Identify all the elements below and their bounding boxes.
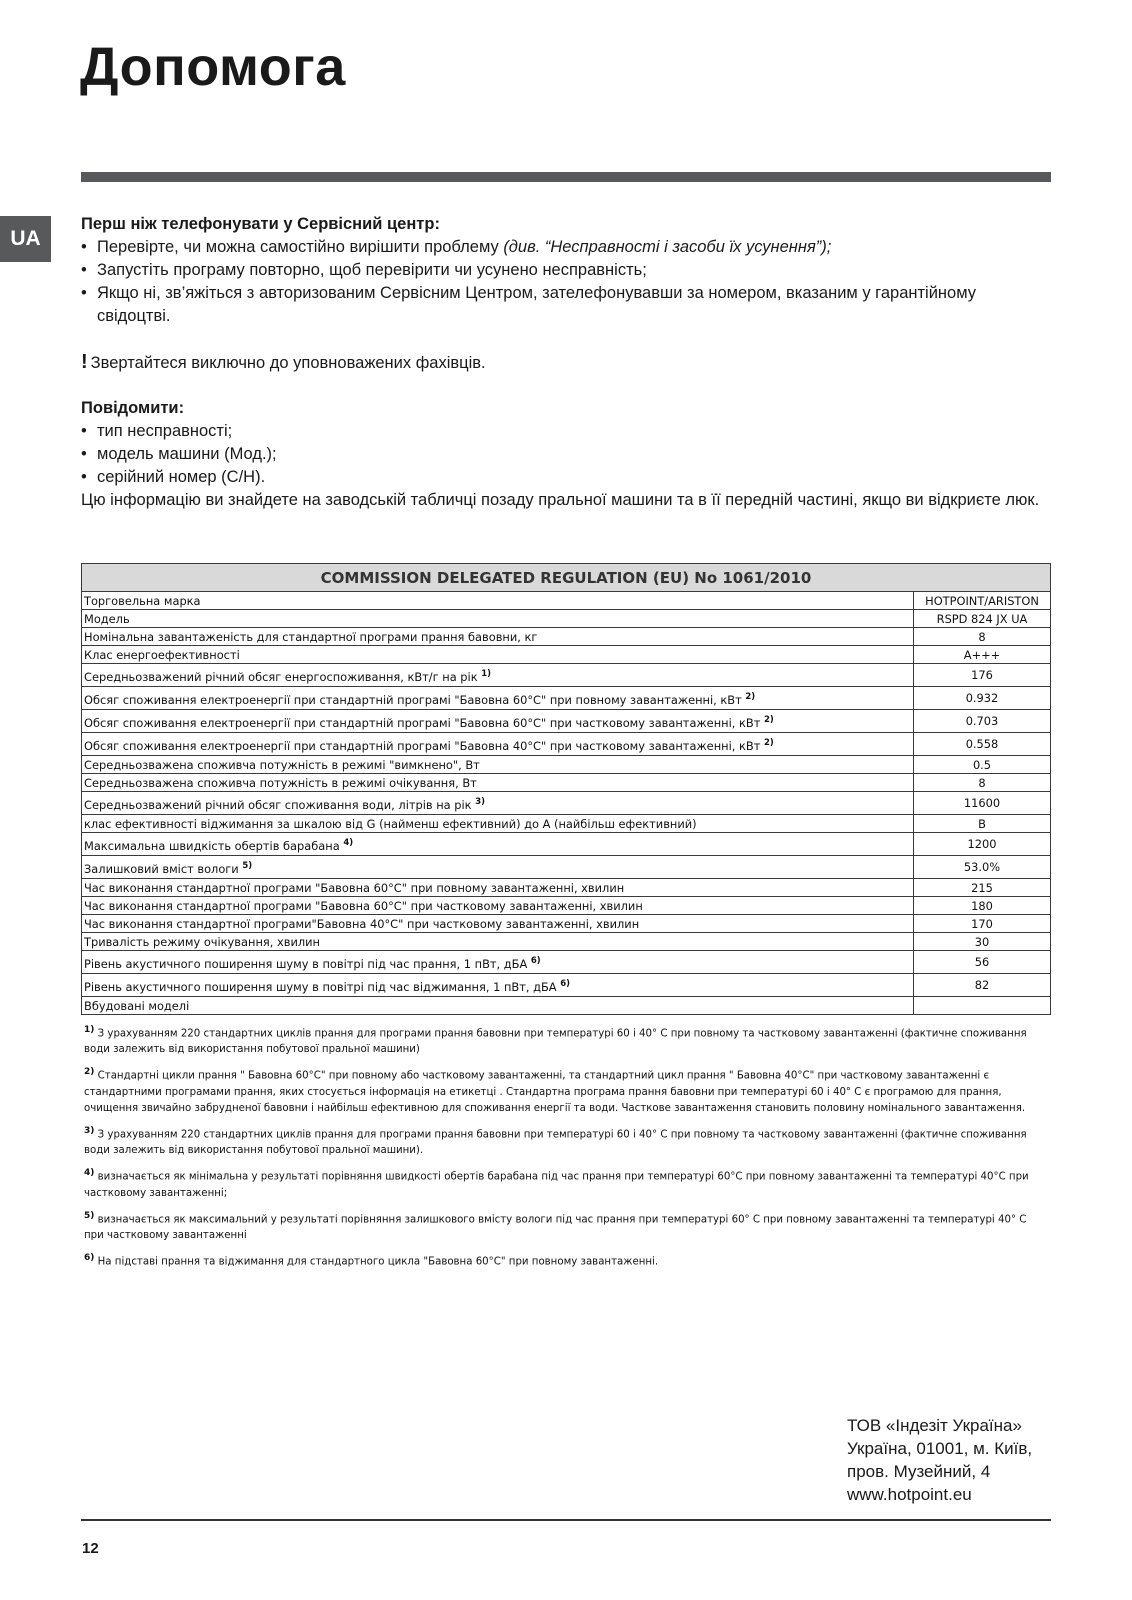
list-item: • модель машини (Мод.);	[81, 443, 1041, 466]
company-address	[847, 1414, 1032, 1506]
warning-note: ! Звертайтеся виключно до уповноважених фахівців.	[81, 351, 486, 373]
footnote: $^{5)}$ визначається як максимальний у результаті порівняння залишкового вмісту вологи під час прання при температурі 60° C при повному завантаженні та температурі 40° C при частковому завантаженні	[84, 1210, 1027, 1241]
table-row	[82, 815, 1051, 833]
row-value: 176	[914, 664, 1051, 687]
address-city: Україна, 01001, м. Київ,	[847, 1439, 1033, 1458]
regulation-table	[81, 563, 1051, 1015]
row-value: A+++	[914, 646, 1051, 664]
language-tab: UA	[0, 216, 51, 262]
row-label: Середньозважений річний обсяг споживання води, літрів на рік $^{3)}$	[82, 792, 914, 815]
company-name: ТОВ «Індезіт Україна»	[847, 1416, 1022, 1435]
page-title: Допомога	[80, 37, 346, 97]
row-value: 170	[914, 915, 1051, 933]
row-label: Середньозважена споживча потужність в режимі очікування, Вт	[82, 774, 914, 792]
row-label: Торговельна марка	[82, 592, 914, 610]
row-label: клас ефективності віджимання за шкалою від G (найменш ефективний) до A (найбільш ефективний)	[82, 815, 914, 833]
regulation-table-title: COMMISSION DELEGATED REGULATION (EU) No 1061/2010	[82, 564, 1051, 592]
row-label: Номінальна завантаженість для стандартної програми прання бавовни, кг	[82, 628, 914, 646]
header-divider	[81, 172, 1051, 182]
warning-icon: !	[81, 351, 88, 373]
footnote-ref: 3)	[475, 796, 485, 807]
table-row	[82, 974, 1051, 997]
address-street: пров. Музейний, 4	[847, 1462, 991, 1481]
row-value: 56	[914, 951, 1051, 974]
table-row	[82, 664, 1051, 687]
footnote-mark: 5)	[84, 1210, 95, 1221]
table-row	[82, 610, 1051, 628]
footnote-ref: 4)	[343, 837, 354, 848]
row-value: 8	[914, 628, 1051, 646]
before-call-list	[81, 236, 1041, 328]
table-row	[82, 592, 1051, 610]
footnote: $^{2)}$ Стандартні цикли прання " Бавовна 60°C" при повному або частковому завантаженні, та стандартний цикл прання " Бавовна 40°C" при частковому завантаженні є стандартними програмами прання, яких стосується інформація на етикетці . Стандартна програма прання бавовни при температурі 60 і 40° C є програмою для прання, очищення звичайно забрудненої бавовни і найбільш ефективною для споживання енергії та води. Часткове завантаження становить половину номінального завантаження.	[84, 1067, 1026, 1114]
table-row	[82, 997, 1051, 1015]
footnote-ref: 1)	[481, 668, 492, 679]
table-row	[82, 792, 1051, 815]
table-row	[82, 774, 1051, 792]
row-value: 0.932	[914, 687, 1051, 710]
table-row	[82, 646, 1051, 664]
row-value: 0.703	[914, 710, 1051, 733]
footnote-ref: 6)	[560, 978, 571, 989]
row-label: Обсяг споживання електроенергії при стандартній програмі "Бавовна 40°C" при частковому завантаженні, кВт $^{2)}$	[82, 733, 914, 756]
row-value: 180	[914, 897, 1051, 915]
row-label: Вбудовані моделі	[82, 997, 914, 1015]
row-value: 0.5	[914, 756, 1051, 774]
table-row	[82, 710, 1051, 733]
row-value: 11600	[914, 792, 1051, 815]
row-label: Середньозважена споживча потужність в режимі "вимкнено", Вт	[82, 756, 914, 774]
list-item: • тип несправності;	[81, 420, 1041, 443]
table-row	[82, 628, 1051, 646]
table-row	[82, 733, 1051, 756]
report-note: Цю інформацію ви знайдете на заводській табличці позаду пральної машини та в її передній частині, якщо ви відкриєте люк.	[81, 491, 1040, 509]
footnote: $^{6)}$ На підставі прання та віджимання для стандартного цикла "Бавовна 60°C" при повному завантаженні.	[84, 1252, 659, 1268]
row-value: RSPD 824 JX UA	[914, 610, 1051, 628]
list-item: • серійний номер (С/Н).	[81, 466, 1041, 489]
footnote-ref: 2)	[745, 691, 756, 702]
list-item: • Перевірте, чи можна самостійно вирішити проблему (див. “Несправності і засоби їх усунення”);	[81, 236, 1041, 259]
footnote-ref: 2)	[763, 737, 774, 748]
list-item: • Запустіть програму повторно, щоб перевірити чи усунено несправність;	[81, 259, 1041, 282]
row-value: 215	[914, 879, 1051, 897]
footnote-mark: 3)	[84, 1125, 95, 1136]
table-row	[82, 833, 1051, 856]
row-label: Обсяг споживання електроенергії при стандартній програмі "Бавовна 60°C" при повному завантаженні, кВт $^{2)}$	[82, 687, 914, 710]
row-value: HOTPOINT/ARISTON	[914, 592, 1051, 610]
footnote-ref: 5)	[242, 860, 253, 871]
footnote: $^{1)}$ З урахуванням 220 стандартних циклів прання для програми прання бавовни при температурі 60 і 40° C при повному та частковому завантаженні (фактичне споживання води залежить від використання побутової пральної машини)	[84, 1025, 1027, 1056]
row-value	[914, 997, 1051, 1015]
row-value: 1200	[914, 833, 1051, 856]
table-row	[82, 687, 1051, 710]
website-link[interactable]: www.hotpoint.eu	[847, 1485, 972, 1504]
row-label: Тривалість режиму очікування, хвилин	[82, 933, 914, 951]
row-label: Клас енергоефективності	[82, 646, 914, 664]
footnote: $^{4)}$ визначається як мінімальна у результаті порівняння швидкості обертів барабана під час прання при температурі 60°C при повному завантаженні та температурі 40°C при частковому завантаженні;	[84, 1168, 1029, 1199]
row-label: Середньозважений річний обсяг енергоспоживання, кВт/г на рік $^{1)}$	[82, 664, 914, 687]
page-number: 12	[82, 1540, 99, 1557]
row-label: Рівень акустичного поширення шуму в повітрі під час прання, 1 пВт, дБА $^{6)}$	[82, 951, 914, 974]
help-content	[81, 208, 1041, 512]
row-label: Залишковий вміст вологи $^{5)}$	[82, 856, 914, 879]
row-label: Максимальна швидкість обертів барабана $^{4)}$	[82, 833, 914, 856]
table-row	[82, 951, 1051, 974]
footnote-mark: 1)	[84, 1025, 95, 1035]
table-row	[82, 897, 1051, 915]
footnote-mark: 2)	[84, 1067, 95, 1078]
row-label: Час виконання стандартної програми"Бавовна 40°C" при частковому завантаженні, хвилин	[82, 915, 914, 933]
report-heading: Повідомити:	[81, 399, 185, 417]
table-row	[82, 879, 1051, 897]
footnote-mark: 6)	[84, 1252, 95, 1263]
row-value: 30	[914, 933, 1051, 951]
footnote-ref: 2)	[763, 714, 774, 725]
row-value: 8	[914, 774, 1051, 792]
table-row	[82, 933, 1051, 951]
row-label: Обсяг споживання електроенергії при стандартній програмі "Бавовна 60°C" при частковому завантаженні, кВт $^{2)}$	[82, 710, 914, 733]
row-value: B	[914, 815, 1051, 833]
table-row	[82, 915, 1051, 933]
row-label: Рівень акустичного поширення шуму в повітрі під час віджимання, 1 пВт, дБА $^{6)}$	[82, 974, 914, 997]
table-row	[82, 756, 1051, 774]
list-item: • Якщо ні, зв’яжіться з авторизованим Сервісним Центром, зателефонувавши за номером, вказаним у гарантійному свідоцтві.	[81, 282, 1041, 328]
table-row	[82, 856, 1051, 879]
row-value: 0.558	[914, 733, 1051, 756]
footnote: $^{3)}$ З урахуванням 220 стандартних циклів прання для програми прання бавовни при температурі 60 і 40° C при повному та частковому завантаженні (фактичне споживання води залежить від використання побутової пральної машини).	[84, 1125, 1027, 1157]
footnotes	[84, 1022, 1044, 1276]
row-value: 53.0%	[914, 856, 1051, 879]
before-call-heading: Перш ніж телефонувати у Сервісний центр:	[81, 215, 440, 233]
footnote-ref: 6)	[530, 955, 541, 966]
footer-divider	[81, 1519, 1051, 1521]
row-value: 82	[914, 974, 1051, 997]
row-label: Час виконання стандартної програми "Бавовна 60°C" при частковому завантаженні, хвилин	[82, 897, 914, 915]
row-label: Час виконання стандартної програми "Бавовна 60°C" при повному завантаженні, хвилин	[82, 879, 914, 897]
row-label: Модель	[82, 610, 914, 628]
footnote-mark: 4)	[84, 1168, 95, 1179]
report-list	[81, 420, 1041, 489]
